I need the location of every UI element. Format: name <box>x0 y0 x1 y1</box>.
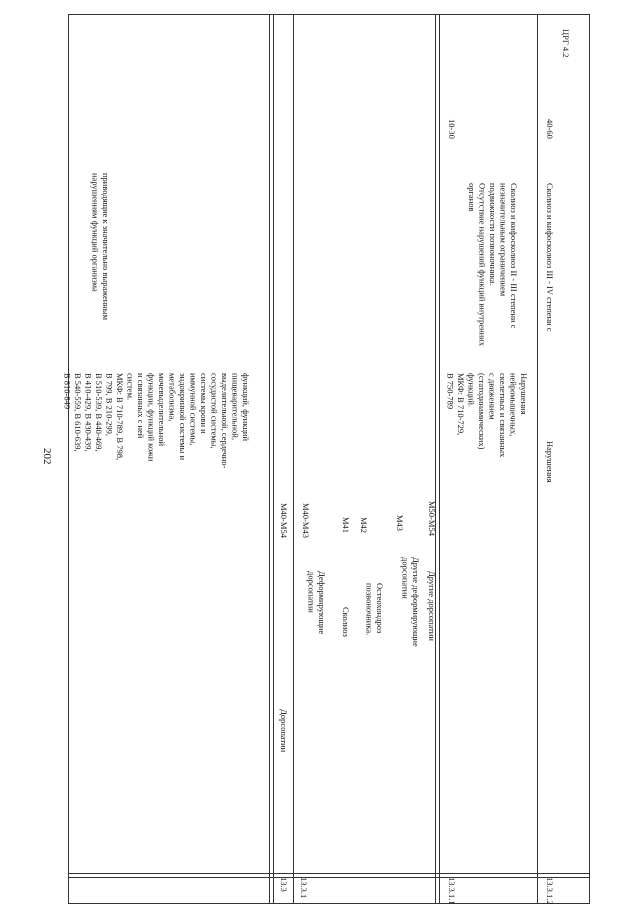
row-separator <box>69 873 589 874</box>
column-separator <box>537 15 538 903</box>
row-percent-13-3-1-1: 10-30 <box>447 119 457 139</box>
column-separator <box>435 15 436 903</box>
column-separator <box>439 15 440 903</box>
osteochondrosis-code: M42 <box>359 517 369 534</box>
row-description-13-3-1-1: Сколиоз и кифосколиоз II - III степени с незначительным ограничением подвижности позвоночника. Отсутствие нарушений функций внутренних органов <box>467 183 519 346</box>
other-deforming-dorsopathies-label: Другие деформирующие дорсопатии <box>400 557 421 647</box>
continued-diagnosis-cell: функций, функций пищеварительной, выделительной, сердечно- сосудистой системы, системы крови и иммунной системы, эндокринной системы и метаболизма, мочевыделительной функции, функций кожи и связанных с ней систем. МКФ: В 710-789, В 798, В 799, В 210-299, В 510-539, В 440-469, В 410-429, В 430-439, В 540-559, В 610-639, В 810-849 <box>62 373 251 469</box>
row-note-13-3-1-2: ЦРГ 4.2 <box>561 29 571 58</box>
row-diagnosis-13-3-1-2: Нарушения <box>545 441 555 483</box>
row-number-13-3-1: 13.3.1 <box>299 877 309 899</box>
column-separator <box>293 15 294 903</box>
row-percent-13-3-1-2: 40-60 <box>545 119 555 139</box>
scoliosis-label: Сколиоз <box>341 607 351 637</box>
row-diagnosis-13-3-1-1: Нарушения нейромышечных, скелетных и связанных с движением (статодинамических) функций. МКФ: В 710-729, В 750-789 <box>445 373 529 458</box>
row-codes-13-3: M40-M54 <box>279 503 289 538</box>
row-number-13-3-1-2: 13.3.1.2 <box>545 877 555 905</box>
other-dorsopathies-label: Другие дорсопатии <box>427 571 437 641</box>
deforming-dorsopathies-code: M40-M43 <box>301 503 311 538</box>
page-number: 202 <box>41 447 53 465</box>
column-separator <box>273 15 274 903</box>
osteochondrosis-label: Остеохондроз позвоночника. <box>364 583 385 636</box>
scoliosis-code: M41 <box>341 517 351 534</box>
continued-description-cell: приводящие к значительно выраженным нарушениям функций организма <box>90 173 111 320</box>
row-description-13-3-1-2: Сколиоз и кифосколиоз III - IV степени с <box>545 183 555 332</box>
other-deforming-dorsopathies-code: M43 <box>395 515 405 532</box>
disability-criteria-table <box>62 14 590 905</box>
row-separator <box>69 877 589 878</box>
row-number-13-3: 13.3 <box>279 877 289 892</box>
row-number-13-3-1-1: 13.3.1.1 <box>447 877 457 905</box>
deforming-dorsopathies-label: Деформирующие дорсопатии <box>306 571 327 635</box>
other-dorsopathies-code: M50-M54 <box>427 501 437 536</box>
row-name-dorsopathies: Дорсопатии <box>279 709 289 753</box>
column-separator <box>269 15 270 903</box>
